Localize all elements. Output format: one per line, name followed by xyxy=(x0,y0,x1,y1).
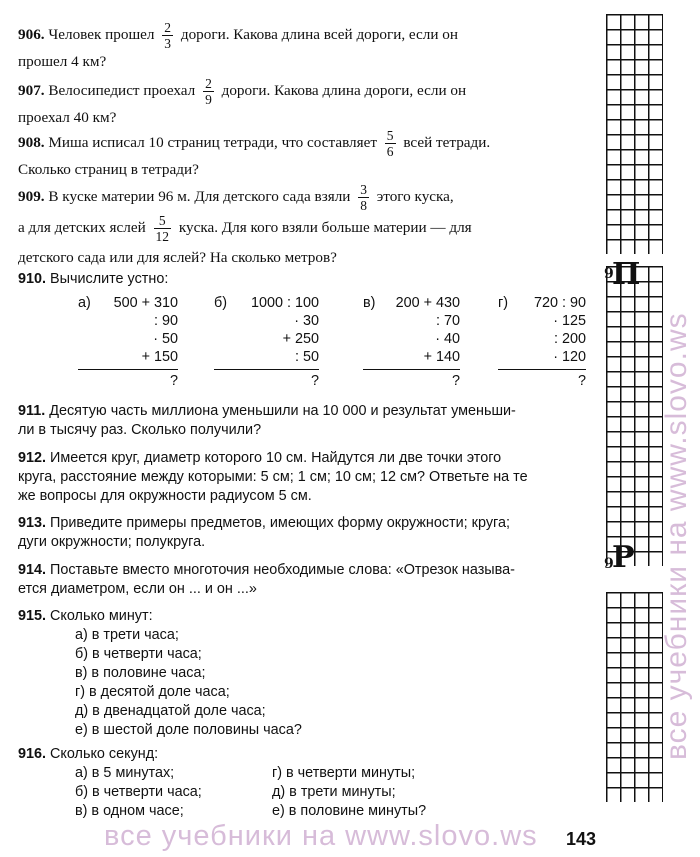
calc-column-d: г) 720 : 90 · 125 : 200 · 120 ? xyxy=(498,295,586,389)
fraction: $\frac{3}{8}$ xyxy=(360,182,367,213)
letter-r-glyph: Р xyxy=(612,540,635,575)
result-line xyxy=(363,369,460,370)
task-number: 906. xyxy=(18,25,45,43)
minutes-list xyxy=(75,626,608,740)
list-item: д) в двенадцатой доле часа; xyxy=(75,703,266,719)
list-item: г) в четверти минуты; xyxy=(272,765,416,781)
task-913: 913. Приведите примеры предметов, имеющих форму окружности; круга; дуги окружности; полукруга. xyxy=(18,515,510,550)
task-number: 908. xyxy=(18,133,45,151)
result-line xyxy=(78,369,178,370)
task-number: 909. xyxy=(18,187,45,205)
task-910: 910. Вычислите устно: xyxy=(18,271,169,287)
grid-strip-bottom xyxy=(606,592,663,802)
seconds-list-right xyxy=(272,764,426,821)
task-number: 916. xyxy=(18,746,47,762)
list-item: а) в трети часа; xyxy=(75,627,179,643)
task-number: 915. xyxy=(18,608,47,624)
list-item: е) в половине минуты? xyxy=(272,803,427,819)
task-911: 911. Десятую часть миллиона уменьшили на 10 000 и результат уменьши- ли в тысячу раз. Сколько получили? xyxy=(18,403,516,438)
calc-column-b: б) 1000 : 100 · 30 + 250 : 50 ? xyxy=(214,295,319,389)
task-916: 916. Сколько секунд: а) в 5 минутах; б) в четверти часа; в) в одном часе; г) в четверти минуты; д) в трети минуты; е) в половине минуты? xyxy=(18,746,427,819)
list-item: а) в 5 минутах; xyxy=(75,765,175,781)
task-906: 906. Человек прошел $\frac{2}{3}$ дороги. Какова длина всей дороги, если он прошел 4 км? xyxy=(18,20,459,70)
task-909: 909. В куске материи 96 м. Для детского сада взяли $\frac{3}{8}$ этого куска, а для детских яслей $\frac{5}{12}$ куска. Для кого взяли больше материи — для детского сада или для яслей? На сколько метров? xyxy=(18,182,472,266)
task-912: 912. Имеется круг, диаметр которого 10 см. Найдутся ли две точки этого круга, расстояние между которыми: 5 см; 1 см; 10 см; 12 см? Ответьте на те же вопросы для окружности радиусом 5 см. xyxy=(18,450,528,504)
fraction: $\frac{5}{12}$ xyxy=(155,213,170,244)
grid-strip-top xyxy=(606,14,663,254)
seconds-list-left xyxy=(75,764,202,821)
task-915: 915. Сколько минут: а) в трети часа; б) в четверти часа; в) в половине часа; г) в десятой доле часа; д) в двенадцатой доле часа; е) в шестой доле половины часа? xyxy=(18,607,608,740)
list-item: б) в четверти часа; xyxy=(75,646,202,662)
grid-strip-middle xyxy=(606,266,663,566)
task-914: 914. Поставьте вместо многоточия необходимые слова: «Отрезок называ- ется диаметром, если он ... и он ...» xyxy=(18,562,515,597)
fraction: $\frac{2}{9}$ xyxy=(205,76,212,107)
digit-glyph: 9 xyxy=(604,556,614,572)
list-item: е) в шестой доле половины часа? xyxy=(75,722,302,738)
fraction: $\frac{5}{6}$ xyxy=(386,128,394,159)
task-number: 913. xyxy=(18,515,47,531)
page-number: 143 xyxy=(566,829,597,849)
list-item: д) в трети минуты; xyxy=(272,784,396,800)
task-908: 908. Миша исписал 10 страниц тетради, что составляет $\frac{5}{6}$ всей тетради. Сколько страниц в тетради? xyxy=(18,128,491,178)
list-item: б) в четверти часа; xyxy=(75,784,202,800)
watermark-bottom: все учебники на www.slovo.ws xyxy=(104,820,538,852)
list-item: г) в десятой доле часа; xyxy=(75,684,230,700)
letter-p-glyph: П xyxy=(612,257,641,292)
watermark-side: все учебники на www.slovo.ws xyxy=(660,312,693,760)
list-item: в) в половине часа; xyxy=(75,665,206,681)
result-line xyxy=(214,369,319,370)
task-number: 911. xyxy=(18,403,46,419)
calc-column-c: в) 200 + 430 : 70 · 40 + 140 ? xyxy=(363,295,460,389)
digit-glyph: 9 xyxy=(604,266,614,282)
result-line xyxy=(498,369,586,370)
task-number: 912. xyxy=(18,450,47,466)
list-item: в) в одном часе; xyxy=(75,803,184,819)
task-number: 907. xyxy=(18,81,45,99)
task-number: 914. xyxy=(18,562,47,578)
fraction: $\frac{2}{3}$ xyxy=(164,20,172,51)
task-number: 910. xyxy=(18,271,47,287)
calc-column-a: а) 500 + 310 : 90 · 50 + 150 ? xyxy=(78,295,178,389)
task-907: 907. Велосипедист проехал $\frac{2}{9}$ дороги. Какова длина дороги, если он проехал 40 км? xyxy=(18,76,467,126)
